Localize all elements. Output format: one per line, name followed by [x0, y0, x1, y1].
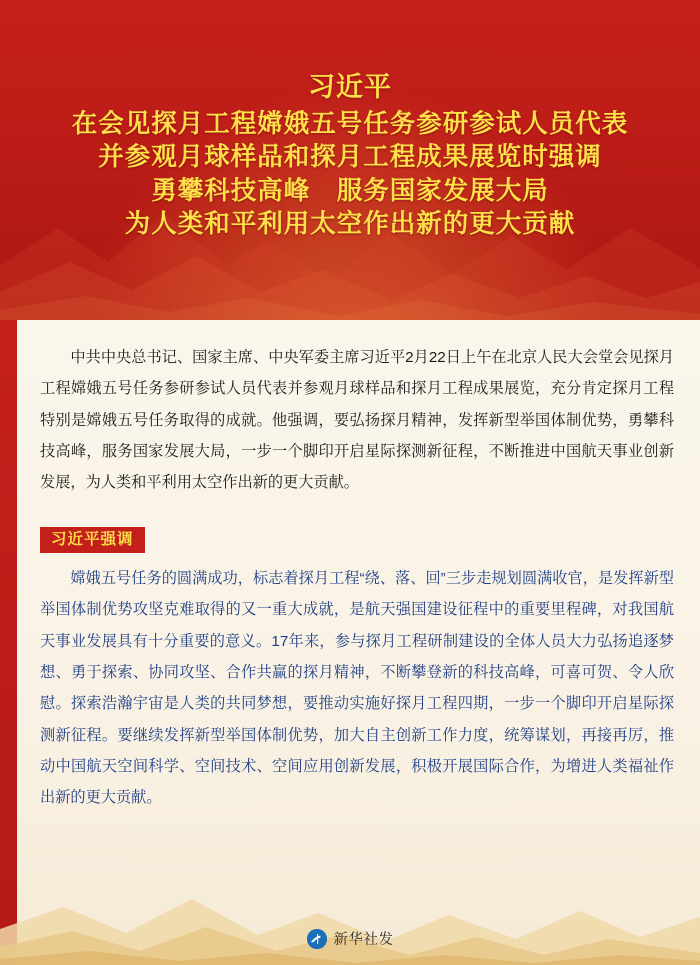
- credit-text: 新华社发: [333, 932, 394, 948]
- poster-header: [0, 0, 700, 320]
- header-title-line-2: 在会见探月工程嫦娥五号任务参研参试人员代表: [71, 109, 629, 138]
- header-title-line-3: 并参观月球样品和探月工程成果展览时强调: [98, 143, 602, 172]
- section-tag-row: [40, 527, 674, 554]
- header-title-line-1: 习近平: [308, 71, 392, 102]
- header-title-line-5: 为人类和平利用太空作出新的更大贡献: [124, 210, 576, 239]
- credit-line: [0, 928, 700, 949]
- xinhua-logo-icon: [307, 929, 327, 949]
- header-title-block: [0, 0, 700, 320]
- header-title-line-4: 勇攀科技高峰 服务国家发展大局: [151, 176, 549, 205]
- section-tag-label: 习近平强调: [40, 527, 145, 554]
- quote-paragraph: 嫦娥五号任务的圆满成功，标志着探月工程“绕、落、回”三步走规划圆满收官，是发挥新型举国体制优势攻坚克难取得的又一重大成就，是航天强国建设征程中的重要里程碑，对我国航天事业发展具有十分重要的意义。17年来，参与探月工程研制建设的全体人员大力弘扬追逐梦想、勇于探索、协同攻坚、合作共赢的探月精神，不断攀登新的科技高峰，可喜可贺、令人欣慰。探索浩瀚宇宙是人类的共同梦想，要推动实施好探月工程四期，一步一个脚印开启星际探测新征程。要继续发挥新型举国体制优势，加大自主创新工作力度，统筹谋划，再接再厉，推动中国航天空间科学、空间技术、空间应用创新发展，积极开展国际合作，为增进人类福祉作出新的更大贡献。: [40, 570, 674, 807]
- poster-footer: [0, 855, 700, 965]
- body-content: [0, 320, 700, 814]
- poster-body: [0, 320, 700, 965]
- lede-paragraph: 中共中央总书记、国家主席、中央军委主席习近平2月22日上午在北京人民大会堂会见探月工程嫦娥五号任务参研参试人员代表并参观月球样品和探月工程成果展览，充分肯定探月工程特别是嫦娥五号任务取得的成就。他强调，要弘扬探月精神，发挥新型举国体制优势，勇攀科技高峰，服务国家发展大局，一步一个脚印开启星际探测新征程，不断推进中国航天事业创新发展，为人类和平利用太空作出新的更大贡献。: [40, 349, 674, 492]
